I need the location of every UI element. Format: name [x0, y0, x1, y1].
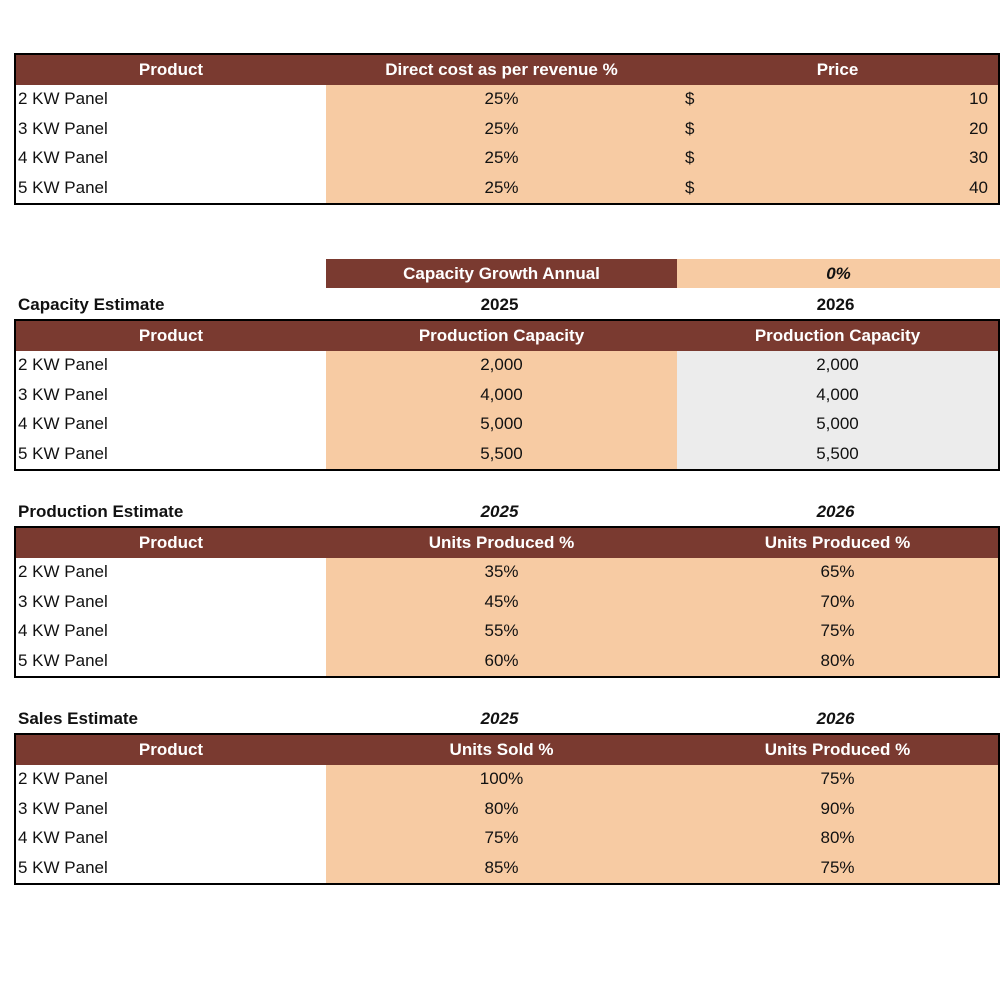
- price-cell[interactable]: [677, 114, 998, 144]
- header-price: Price: [816, 59, 859, 79]
- capacity-table-header: [16, 321, 998, 351]
- table-row: [16, 114, 998, 144]
- year-label: 2025: [480, 502, 519, 521]
- table-row: [16, 85, 998, 115]
- header-product: Product: [138, 532, 204, 552]
- year-label: 2025: [480, 709, 519, 728]
- price-value: 40: [969, 177, 988, 197]
- table-row: [16, 794, 998, 824]
- sold-2026-cell[interactable]: 75%: [677, 765, 998, 795]
- capacity-2025-cell[interactable]: 5,500: [326, 439, 677, 469]
- capacity-label-row: [14, 292, 1000, 318]
- product-cell[interactable]: 5 KW Panel: [18, 857, 108, 877]
- capacity-growth-value[interactable]: 0%: [677, 259, 1000, 288]
- capacity-table: [14, 319, 1000, 471]
- table-row: [16, 853, 998, 883]
- capacity-2026-cell[interactable]: 5,500: [677, 439, 998, 469]
- price-cell[interactable]: [677, 85, 998, 115]
- price-cell[interactable]: [677, 173, 998, 203]
- product-cell[interactable]: 2 KW Panel: [18, 562, 108, 582]
- currency-symbol: $: [685, 89, 695, 109]
- table-row: [16, 646, 998, 676]
- product-cell[interactable]: 5 KW Panel: [18, 177, 108, 197]
- production-table: [14, 526, 1000, 678]
- product-cell[interactable]: 2 KW Panel: [18, 769, 108, 789]
- header-product: Product: [138, 325, 204, 345]
- header-units-produced-2025: Units Produced %: [428, 532, 575, 552]
- header-direct-cost: Direct cost as per revenue %: [385, 59, 618, 79]
- table-row: [16, 439, 998, 469]
- header-units-2026: Units Produced %: [764, 739, 911, 759]
- currency-symbol: $: [685, 148, 695, 168]
- section-title: Sales Estimate: [18, 709, 139, 728]
- currency-symbol: $: [685, 177, 695, 197]
- table-row: [16, 558, 998, 588]
- cost-cell[interactable]: 25%: [326, 114, 677, 144]
- table-row: [16, 765, 998, 795]
- price-value: 30: [969, 148, 988, 168]
- table-row: [16, 617, 998, 647]
- capacity-2025-cell[interactable]: 2,000: [326, 351, 677, 381]
- product-cell[interactable]: 3 KW Panel: [18, 591, 108, 611]
- sales-table-header: [16, 735, 998, 765]
- table-row: [16, 410, 998, 440]
- sold-2025-cell[interactable]: 75%: [326, 824, 677, 854]
- produced-2026-cell[interactable]: 75%: [677, 617, 998, 647]
- header-product: Product: [138, 739, 204, 759]
- production-table-header: [16, 528, 998, 558]
- produced-2026-cell[interactable]: 70%: [677, 587, 998, 617]
- sold-2026-cell[interactable]: 75%: [677, 853, 998, 883]
- section-title: Production Estimate: [18, 502, 184, 521]
- price-table-header: [16, 55, 998, 85]
- capacity-2025-cell[interactable]: 4,000: [326, 380, 677, 410]
- sold-2026-cell[interactable]: 90%: [677, 794, 998, 824]
- price-value: 20: [969, 118, 988, 138]
- produced-2026-cell[interactable]: 80%: [677, 646, 998, 676]
- capacity-2026-cell[interactable]: 2,000: [677, 351, 998, 381]
- year-label: 2025: [480, 295, 519, 314]
- table-row: [16, 824, 998, 854]
- product-cell[interactable]: 3 KW Panel: [18, 384, 108, 404]
- product-cell[interactable]: 4 KW Panel: [18, 148, 108, 168]
- header-capacity-2026: Production Capacity: [754, 325, 921, 345]
- table-row: [16, 144, 998, 174]
- produced-2025-cell[interactable]: 60%: [326, 646, 677, 676]
- year-label: 2026: [816, 295, 855, 314]
- currency-symbol: $: [685, 118, 695, 138]
- product-cell[interactable]: 4 KW Panel: [18, 621, 108, 641]
- header-units-sold-2025: Units Sold %: [449, 739, 554, 759]
- year-label: 2026: [816, 502, 855, 521]
- header-capacity-2025: Production Capacity: [418, 325, 585, 345]
- year-label: 2026: [816, 709, 855, 728]
- header-units-produced-2026: Units Produced %: [764, 532, 911, 552]
- cost-cell[interactable]: 25%: [326, 85, 677, 115]
- produced-2025-cell[interactable]: 45%: [326, 587, 677, 617]
- price-table: [14, 53, 1000, 205]
- produced-2025-cell[interactable]: 35%: [326, 558, 677, 588]
- product-cell[interactable]: 5 KW Panel: [18, 443, 108, 463]
- sold-2026-cell[interactable]: 80%: [677, 824, 998, 854]
- table-row: [16, 587, 998, 617]
- product-cell[interactable]: 5 KW Panel: [18, 650, 108, 670]
- cost-cell[interactable]: 25%: [326, 173, 677, 203]
- cost-cell[interactable]: 25%: [326, 144, 677, 174]
- product-cell[interactable]: 3 KW Panel: [18, 118, 108, 138]
- capacity-2026-cell[interactable]: 5,000: [677, 410, 998, 440]
- product-cell[interactable]: 3 KW Panel: [18, 798, 108, 818]
- sold-2025-cell[interactable]: 80%: [326, 794, 677, 824]
- header-product: Product: [138, 59, 204, 79]
- production-label-row: [14, 499, 1000, 525]
- table-row: [16, 173, 998, 203]
- sales-label-row: [14, 706, 1000, 732]
- produced-2025-cell[interactable]: 55%: [326, 617, 677, 647]
- table-row: [16, 380, 998, 410]
- product-cell[interactable]: 4 KW Panel: [18, 414, 108, 434]
- table-row: [16, 351, 998, 381]
- product-cell[interactable]: 2 KW Panel: [18, 355, 108, 375]
- price-cell[interactable]: [677, 144, 998, 174]
- sold-2025-cell[interactable]: 100%: [326, 765, 677, 795]
- section-title: Capacity Estimate: [18, 295, 165, 314]
- product-cell[interactable]: 2 KW Panel: [18, 89, 108, 109]
- capacity-2025-cell[interactable]: 5,000: [326, 410, 677, 440]
- price-value: 10: [969, 89, 988, 109]
- produced-2026-cell[interactable]: 65%: [677, 558, 998, 588]
- product-cell[interactable]: 4 KW Panel: [18, 828, 108, 848]
- capacity-growth: [326, 259, 1000, 288]
- sold-2025-cell[interactable]: 85%: [326, 853, 677, 883]
- capacity-2026-cell[interactable]: 4,000: [677, 380, 998, 410]
- capacity-growth-label: Capacity Growth Annual: [326, 259, 677, 288]
- sales-table: [14, 733, 1000, 885]
